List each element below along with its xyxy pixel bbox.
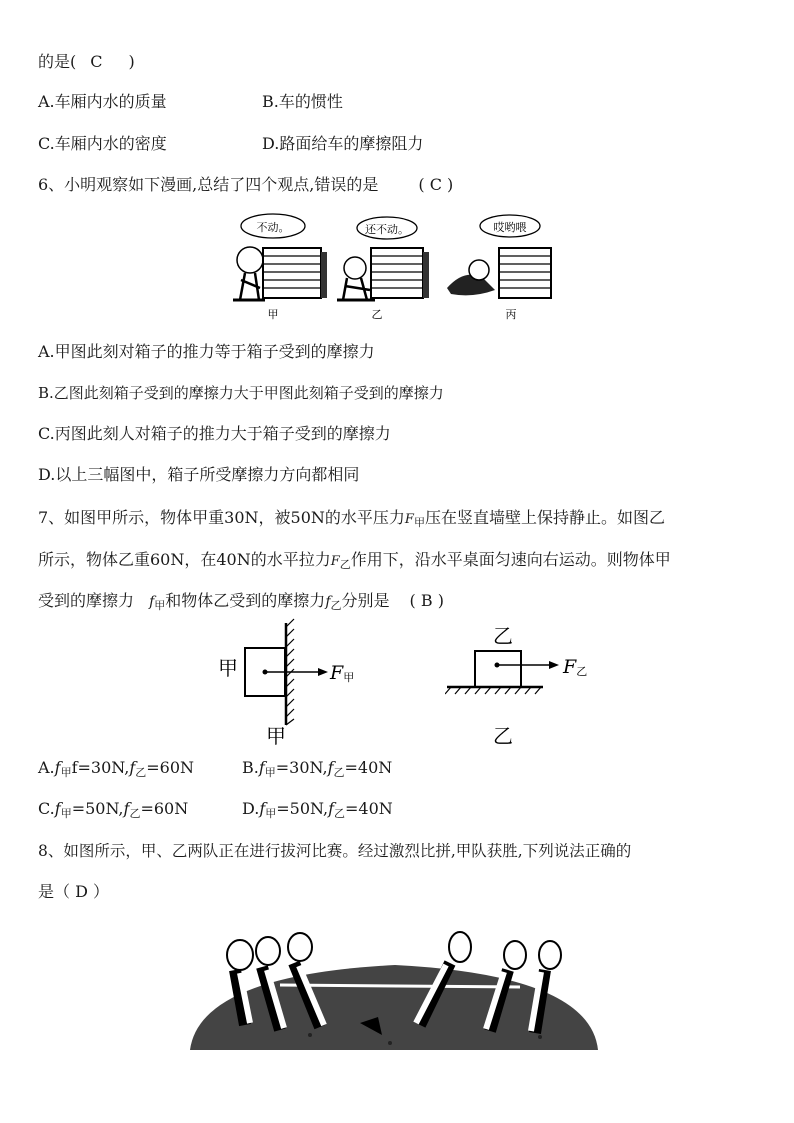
- q5-option-c: C.车厢内水的密度: [38, 134, 167, 153]
- q8-line-2: 是（ D ）: [38, 882, 110, 901]
- cartoon-panel-yi: [337, 217, 429, 300]
- q7-option-d: D.f甲=50N,f乙=40N: [242, 799, 393, 820]
- fig-jia-bottom-label: 甲: [266, 724, 286, 748]
- label-yi: 乙: [371, 308, 383, 321]
- q5-option-b: B.车的惯性: [262, 92, 343, 111]
- q7-option-b: B.f甲=30N,f乙=40N: [242, 758, 393, 779]
- q7-line-3: 受到的摩擦力 f甲和物体乙受到的摩擦力f乙分别是 ( B ): [38, 591, 444, 612]
- fig-yi-bottom-label: 乙: [493, 724, 513, 748]
- label-jia: 甲: [267, 308, 279, 321]
- cartoon-panel-jia: [233, 214, 327, 300]
- q5-option-a: A.车厢内水的质量: [38, 92, 167, 111]
- block-yi: [475, 651, 521, 687]
- q8-tug-of-war-figure: [190, 925, 600, 1050]
- q6-option-a: A.甲图此刻对箱子的推力等于箱子受到的摩擦力: [38, 342, 375, 361]
- fig-yi-top-label: 乙: [493, 624, 513, 648]
- q6-cartoon-figure: [215, 208, 555, 328]
- q8-line-1: 8、如图所示，甲、乙两队正在进行拔河比赛。经过激烈比拼,甲队获胜,下列说法正确的: [38, 842, 632, 860]
- q7-line-2: 所示，物体乙重60N，在40N的水平拉力F乙作用下，沿水平桌面匀速向右运动。则物体甲: [38, 550, 671, 571]
- bubble-1-text: 不动。: [256, 221, 290, 234]
- q6-option-c: C.丙图此刻人对箱子的推力大于箱子受到的摩擦力: [38, 424, 391, 443]
- q6-option-d: D.以上三幅图中，箱子所受摩擦力方向都相同: [38, 465, 360, 484]
- q6-option-b: B.乙图此刻箱子受到的摩擦力大于甲图此刻箱子受到的摩擦力: [38, 384, 444, 402]
- force-label-jia: F甲: [330, 662, 355, 684]
- q5-stem-end: 的是( C ): [38, 52, 135, 71]
- q7-figure-yi: [445, 615, 605, 750]
- q5-option-d: D.路面给车的摩擦阻力: [262, 134, 424, 153]
- cartoon-panel-bing: [447, 215, 551, 298]
- q7-option-a: A.f甲f=30N,f乙=60N: [38, 758, 194, 779]
- bubble-3-text: 哎哟喂: [493, 221, 527, 234]
- force-label-yi: F乙: [563, 656, 588, 678]
- label-bing: 丙: [505, 308, 517, 321]
- rope: [280, 985, 520, 987]
- q6-stem: 6、小明观察如下漫画,总结了四个观点,错误的是 ( C ): [38, 175, 454, 194]
- bubble-2-text: 还不动。: [365, 223, 409, 236]
- q7-line-1: 7、如图甲所示，物体甲重30N，被50N的水平压力F甲压在竖直墙壁上保持静止。如图乙: [38, 508, 665, 529]
- fig-jia-side-label: 甲: [218, 656, 238, 680]
- q7-figure-jia: [210, 615, 370, 750]
- q7-option-c: C.f甲=50N,f乙=60N: [38, 799, 189, 820]
